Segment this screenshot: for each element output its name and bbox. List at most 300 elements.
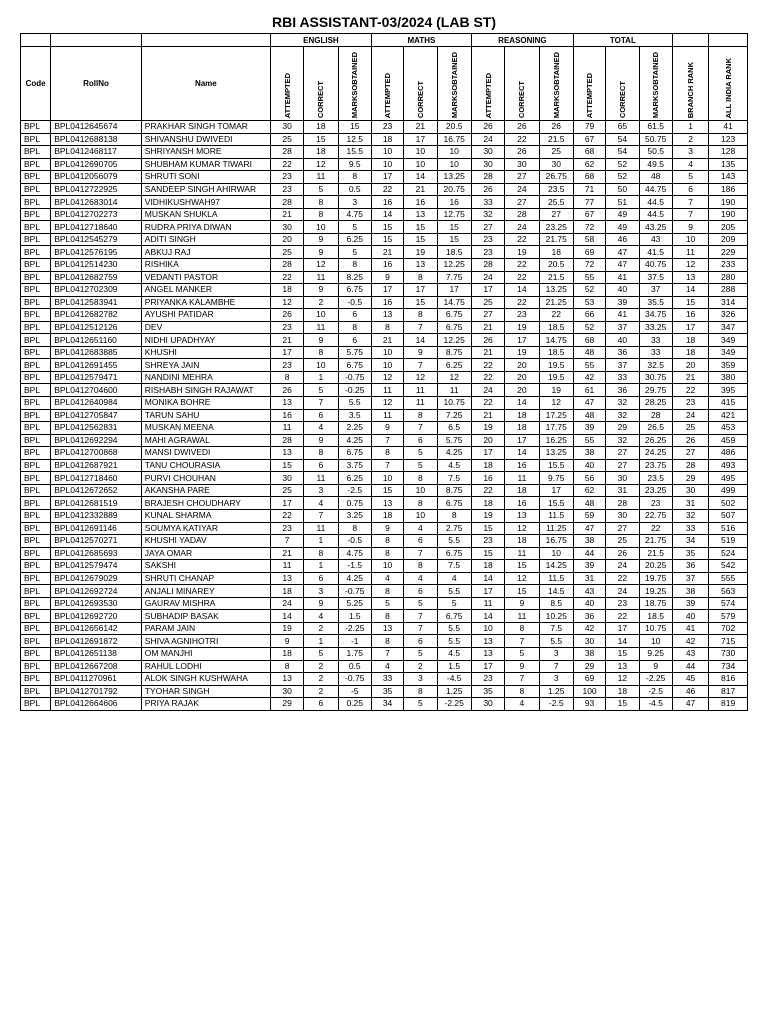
- cell-maths-correct: 13: [404, 208, 437, 221]
- cell-reasoning-marks: 8.5: [539, 597, 573, 610]
- cell-code: BPL: [21, 484, 51, 497]
- table-row: [21, 359, 748, 372]
- cell-name: VIDHIKUSHWAH97: [141, 196, 270, 209]
- cell-all-india-rank: 542: [709, 560, 748, 573]
- cell-reasoning-correct: 8: [505, 685, 539, 698]
- cell-english-attempted: 13: [270, 397, 303, 410]
- cell-code: BPL: [21, 384, 51, 397]
- cell-rollno: BPL0412682782: [51, 309, 142, 322]
- cell-total-correct: 32: [606, 434, 639, 447]
- cell-reasoning-correct: 16: [505, 497, 539, 510]
- cell-reasoning-attempted: 22: [471, 397, 504, 410]
- header-rollno: RollNo: [51, 47, 142, 121]
- cell-all-india-rank: 563: [709, 585, 748, 598]
- cell-all-india-rank: 359: [709, 359, 748, 372]
- cell-maths-correct: 11: [404, 384, 437, 397]
- cell-all-india-rank: 233: [709, 259, 748, 272]
- cell-english-marks: 6.75: [338, 359, 371, 372]
- cell-total-attempted: 39: [573, 560, 605, 573]
- cell-reasoning-attempted: 22: [471, 484, 504, 497]
- cell-total-attempted: 30: [573, 635, 605, 648]
- cell-reasoning-attempted: 17: [471, 284, 504, 297]
- table-row: [21, 484, 748, 497]
- cell-reasoning-attempted: 22: [471, 371, 504, 384]
- cell-total-marks: 20.25: [639, 560, 672, 573]
- cell-rollno: BPL0412691146: [51, 522, 142, 535]
- cell-english-correct: 7: [304, 397, 338, 410]
- cell-reasoning-correct: 15: [505, 560, 539, 573]
- cell-all-india-rank: 135: [709, 158, 748, 171]
- cell-name: RISHIKA: [141, 259, 270, 272]
- cell-english-attempted: 23: [270, 522, 303, 535]
- cell-name: ABKUJ RAJ: [141, 246, 270, 259]
- cell-english-correct: 6: [304, 572, 338, 585]
- cell-reasoning-correct: 22: [505, 259, 539, 272]
- cell-reasoning-attempted: 23: [471, 233, 504, 246]
- cell-reasoning-correct: 5: [505, 647, 539, 660]
- cell-all-india-rank: 502: [709, 497, 748, 510]
- cell-total-attempted: 67: [573, 133, 605, 146]
- cell-rollno: BPL0412692294: [51, 434, 142, 447]
- cell-maths-marks: 6.75: [437, 610, 471, 623]
- cell-total-marks: 37: [639, 284, 672, 297]
- cell-all-india-rank: 459: [709, 434, 748, 447]
- cell-english-marks: -0.75: [338, 371, 371, 384]
- cell-maths-attempted: 15: [371, 221, 403, 234]
- cell-english-correct: 5: [304, 183, 338, 196]
- cell-total-marks: 26.5: [639, 422, 672, 435]
- cell-english-correct: 18: [304, 146, 338, 159]
- cell-maths-attempted: 11: [371, 409, 403, 422]
- cell-rollno: BPL0412512126: [51, 321, 142, 334]
- table-row: [21, 146, 748, 159]
- cell-total-marks: 21.5: [639, 547, 672, 560]
- cell-maths-marks: 18.5: [437, 246, 471, 259]
- cell-reasoning-attempted: 26: [471, 334, 504, 347]
- cell-reasoning-marks: 3: [539, 647, 573, 660]
- cell-total-correct: 23: [606, 597, 639, 610]
- cell-name: MUSKAN MEENA: [141, 422, 270, 435]
- cell-maths-marks: 10.75: [437, 397, 471, 410]
- cell-code: BPL: [21, 221, 51, 234]
- cell-all-india-rank: 349: [709, 346, 748, 359]
- cell-rollno: BPL0412718640: [51, 221, 142, 234]
- cell-maths-correct: 5: [404, 447, 437, 460]
- cell-reasoning-correct: 19: [505, 346, 539, 359]
- cell-reasoning-correct: 20: [505, 359, 539, 372]
- cell-english-marks: 9.5: [338, 158, 371, 171]
- cell-maths-marks: 5.75: [437, 434, 471, 447]
- cell-total-marks: 44.5: [639, 196, 672, 209]
- cell-code: BPL: [21, 660, 51, 673]
- cell-branch-rank: 47: [672, 698, 708, 711]
- table-row: [21, 673, 748, 686]
- cell-name: ADITI SINGH: [141, 233, 270, 246]
- cell-total-attempted: 48: [573, 409, 605, 422]
- cell-total-marks: 32.5: [639, 359, 672, 372]
- header-all-india-rank: ALL INDIA RANK: [709, 47, 748, 121]
- cell-code: BPL: [21, 673, 51, 686]
- table-row: [21, 685, 748, 698]
- cell-reasoning-marks: 15.5: [539, 459, 573, 472]
- cell-reasoning-attempted: 19: [471, 422, 504, 435]
- cell-reasoning-attempted: 26: [471, 183, 504, 196]
- cell-branch-rank: 14: [672, 284, 708, 297]
- cell-code: BPL: [21, 560, 51, 573]
- cell-name: SHIVANSHU DWIVEDI: [141, 133, 270, 146]
- cell-reasoning-correct: 13: [505, 509, 539, 522]
- cell-maths-marks: 4.5: [437, 459, 471, 472]
- cell-reasoning-marks: 26: [539, 121, 573, 134]
- group-empty-cell: [51, 34, 142, 47]
- cell-english-attempted: 16: [270, 409, 303, 422]
- cell-branch-rank: 39: [672, 597, 708, 610]
- cell-english-correct: 6: [304, 409, 338, 422]
- table-row: [21, 610, 748, 623]
- cell-english-marks: -0.75: [338, 585, 371, 598]
- cell-all-india-rank: 190: [709, 196, 748, 209]
- cell-reasoning-correct: 19: [505, 246, 539, 259]
- cell-maths-attempted: 8: [371, 321, 403, 334]
- cell-name: NANDINI MEHRA: [141, 371, 270, 384]
- cell-code: BPL: [21, 334, 51, 347]
- cell-total-marks: 61.5: [639, 121, 672, 134]
- cell-english-correct: 4: [304, 422, 338, 435]
- cell-reasoning-attempted: 25: [471, 296, 504, 309]
- cell-total-marks: 23.75: [639, 459, 672, 472]
- cell-maths-correct: 2: [404, 660, 437, 673]
- table-row: [21, 334, 748, 347]
- cell-maths-attempted: 4: [371, 660, 403, 673]
- table-row: [21, 497, 748, 510]
- cell-english-attempted: 29: [270, 698, 303, 711]
- cell-maths-marks: 5.5: [437, 635, 471, 648]
- cell-total-correct: 51: [606, 196, 639, 209]
- cell-reasoning-marks: 19: [539, 384, 573, 397]
- cell-maths-correct: 8: [404, 497, 437, 510]
- table-row: [21, 459, 748, 472]
- table-row: [21, 133, 748, 146]
- cell-maths-marks: 15: [437, 233, 471, 246]
- cell-reasoning-correct: 28: [505, 208, 539, 221]
- cell-total-marks: 23.25: [639, 484, 672, 497]
- cell-total-marks: 23.5: [639, 472, 672, 485]
- cell-total-correct: 24: [606, 560, 639, 573]
- cell-english-correct: 1: [304, 535, 338, 548]
- cell-reasoning-correct: 18: [505, 535, 539, 548]
- cell-total-correct: 47: [606, 246, 639, 259]
- cell-reasoning-attempted: 21: [471, 321, 504, 334]
- table-body: [21, 121, 748, 711]
- cell-branch-rank: 42: [672, 635, 708, 648]
- cell-english-attempted: 22: [270, 158, 303, 171]
- cell-maths-attempted: 13: [371, 622, 403, 635]
- cell-code: BPL: [21, 685, 51, 698]
- cell-maths-correct: 12: [404, 371, 437, 384]
- cell-reasoning-correct: 26: [505, 121, 539, 134]
- cell-english-attempted: 12: [270, 296, 303, 309]
- cell-reasoning-marks: 11.25: [539, 522, 573, 535]
- cell-name: KHUSHI: [141, 346, 270, 359]
- cell-all-india-rank: 702: [709, 622, 748, 635]
- cell-all-india-rank: 574: [709, 597, 748, 610]
- cell-maths-attempted: 10: [371, 560, 403, 573]
- cell-reasoning-attempted: 24: [471, 271, 504, 284]
- cell-branch-rank: 7: [672, 208, 708, 221]
- cell-maths-marks: 12.25: [437, 334, 471, 347]
- cell-reasoning-attempted: 23: [471, 535, 504, 548]
- cell-branch-rank: 29: [672, 472, 708, 485]
- cell-english-correct: 6: [304, 459, 338, 472]
- table-row: [21, 284, 748, 297]
- cell-rollno: BPL0412687921: [51, 459, 142, 472]
- cell-branch-rank: 7: [672, 196, 708, 209]
- cell-branch-rank: 1: [672, 121, 708, 134]
- cell-branch-rank: 45: [672, 673, 708, 686]
- cell-reasoning-correct: 14: [505, 397, 539, 410]
- table-row: [21, 434, 748, 447]
- cell-english-correct: 2: [304, 673, 338, 686]
- cell-reasoning-attempted: 27: [471, 309, 504, 322]
- cell-name: KUNAL SHARMA: [141, 509, 270, 522]
- cell-maths-marks: 7.5: [437, 472, 471, 485]
- cell-reasoning-correct: 11: [505, 610, 539, 623]
- header-english-correct: CORRECT: [304, 47, 338, 121]
- cell-total-attempted: 93: [573, 698, 605, 711]
- cell-name: SHRIYANSH MORE: [141, 146, 270, 159]
- cell-all-india-rank: 186: [709, 183, 748, 196]
- cell-total-marks: 35.5: [639, 296, 672, 309]
- cell-maths-correct: 10: [404, 146, 437, 159]
- header-reasoning-correct: CORRECT: [505, 47, 539, 121]
- cell-branch-rank: 12: [672, 259, 708, 272]
- cell-rollno: BPL0412682759: [51, 271, 142, 284]
- cell-english-correct: 1: [304, 635, 338, 648]
- cell-total-attempted: 62: [573, 484, 605, 497]
- cell-english-marks: 3.75: [338, 459, 371, 472]
- cell-english-correct: 8: [304, 346, 338, 359]
- cell-total-correct: 25: [606, 535, 639, 548]
- cell-english-attempted: 9: [270, 635, 303, 648]
- cell-total-attempted: 68: [573, 146, 605, 159]
- cell-maths-marks: 6.75: [437, 547, 471, 560]
- cell-reasoning-attempted: 21: [471, 346, 504, 359]
- cell-reasoning-attempted: 13: [471, 635, 504, 648]
- cell-total-attempted: 40: [573, 597, 605, 610]
- group-empty-cell: [672, 34, 708, 47]
- cell-english-marks: 6.75: [338, 447, 371, 460]
- cell-all-india-rank: 41: [709, 121, 748, 134]
- cell-maths-correct: 17: [404, 284, 437, 297]
- cell-maths-correct: 16: [404, 196, 437, 209]
- cell-english-attempted: 23: [270, 171, 303, 184]
- table-row: [21, 535, 748, 548]
- cell-english-marks: 4.75: [338, 208, 371, 221]
- cell-english-correct: 3: [304, 585, 338, 598]
- cell-all-india-rank: 347: [709, 321, 748, 334]
- cell-total-marks: 18.5: [639, 610, 672, 623]
- cell-total-correct: 14: [606, 635, 639, 648]
- cell-english-marks: -0.5: [338, 296, 371, 309]
- cell-branch-rank: 44: [672, 660, 708, 673]
- cell-total-attempted: 56: [573, 472, 605, 485]
- cell-english-marks: 2.25: [338, 422, 371, 435]
- cell-all-india-rank: 493: [709, 459, 748, 472]
- cell-reasoning-attempted: 14: [471, 572, 504, 585]
- cell-reasoning-attempted: 11: [471, 597, 504, 610]
- cell-reasoning-correct: 17: [505, 334, 539, 347]
- cell-reasoning-attempted: 32: [471, 208, 504, 221]
- cell-all-india-rank: 715: [709, 635, 748, 648]
- cell-english-marks: -0.25: [338, 384, 371, 397]
- cell-total-correct: 32: [606, 409, 639, 422]
- cell-reasoning-marks: 19.5: [539, 371, 573, 384]
- cell-reasoning-correct: 4: [505, 698, 539, 711]
- cell-reasoning-attempted: 20: [471, 434, 504, 447]
- header-maths-attempted: ATTEMPTED: [371, 47, 403, 121]
- cell-branch-rank: 6: [672, 183, 708, 196]
- cell-english-attempted: 21: [270, 334, 303, 347]
- cell-code: BPL: [21, 522, 51, 535]
- cell-name: RAHUL LODHI: [141, 660, 270, 673]
- cell-total-correct: 49: [606, 221, 639, 234]
- cell-code: BPL: [21, 171, 51, 184]
- cell-total-correct: 52: [606, 171, 639, 184]
- table-row: [21, 196, 748, 209]
- cell-reasoning-marks: 23.5: [539, 183, 573, 196]
- cell-reasoning-correct: 24: [505, 183, 539, 196]
- cell-reasoning-correct: 30: [505, 158, 539, 171]
- cell-name: GAURAV MISHRA: [141, 597, 270, 610]
- cell-all-india-rank: 453: [709, 422, 748, 435]
- cell-total-correct: 47: [606, 259, 639, 272]
- cell-branch-rank: 31: [672, 497, 708, 510]
- cell-total-correct: 54: [606, 133, 639, 146]
- table-row: [21, 560, 748, 573]
- group-english: ENGLISH: [270, 34, 371, 47]
- cell-all-india-rank: 555: [709, 572, 748, 585]
- cell-maths-marks: 11: [437, 384, 471, 397]
- cell-rollno: BPL0412514230: [51, 259, 142, 272]
- cell-rollno: BPL0412664606: [51, 698, 142, 711]
- cell-all-india-rank: 380: [709, 371, 748, 384]
- cell-reasoning-marks: 20.5: [539, 259, 573, 272]
- cell-branch-rank: 3: [672, 146, 708, 159]
- cell-english-attempted: 14: [270, 610, 303, 623]
- cell-total-attempted: 43: [573, 585, 605, 598]
- cell-rollno: BPL0412704600: [51, 384, 142, 397]
- cell-name: TANU CHOURASIA: [141, 459, 270, 472]
- cell-rollno: BPL0412640984: [51, 397, 142, 410]
- cell-maths-correct: 5: [404, 597, 437, 610]
- cell-maths-marks: 20.5: [437, 121, 471, 134]
- cell-reasoning-marks: 12: [539, 397, 573, 410]
- cell-all-india-rank: 486: [709, 447, 748, 460]
- cell-reasoning-correct: 8: [505, 622, 539, 635]
- cell-total-correct: 15: [606, 698, 639, 711]
- cell-reasoning-marks: 27: [539, 208, 573, 221]
- cell-total-attempted: 68: [573, 334, 605, 347]
- cell-rollno: BPL0412562831: [51, 422, 142, 435]
- cell-english-marks: 15.5: [338, 146, 371, 159]
- table-header: [21, 34, 748, 121]
- cell-maths-correct: 5: [404, 647, 437, 660]
- cell-total-attempted: 38: [573, 647, 605, 660]
- cell-code: BPL: [21, 535, 51, 548]
- cell-rollno: BPL0412576195: [51, 246, 142, 259]
- cell-english-correct: 8: [304, 447, 338, 460]
- cell-maths-correct: 19: [404, 246, 437, 259]
- cell-name: AYUSHI PATIDAR: [141, 309, 270, 322]
- cell-reasoning-marks: 11.5: [539, 572, 573, 585]
- cell-maths-marks: 1.5: [437, 660, 471, 673]
- cell-name: TARUN SAHU: [141, 409, 270, 422]
- cell-branch-rank: 10: [672, 233, 708, 246]
- cell-rollno: BPL0412693530: [51, 597, 142, 610]
- cell-code: BPL: [21, 371, 51, 384]
- header-total-correct: CORRECT: [606, 47, 639, 121]
- cell-rollno: BPL0412545279: [51, 233, 142, 246]
- cell-reasoning-marks: 15.5: [539, 497, 573, 510]
- cell-english-attempted: 11: [270, 560, 303, 573]
- table-row: [21, 422, 748, 435]
- cell-total-correct: 28: [606, 497, 639, 510]
- cell-total-marks: 19.25: [639, 585, 672, 598]
- cell-reasoning-attempted: 28: [471, 259, 504, 272]
- cell-name: TYOHAR SINGH: [141, 685, 270, 698]
- cell-reasoning-marks: 19.5: [539, 359, 573, 372]
- cell-code: BPL: [21, 121, 51, 134]
- cell-english-marks: 3.5: [338, 409, 371, 422]
- cell-rollno: BPL0412688138: [51, 133, 142, 146]
- cell-name: RUDRA PRIYA DIWAN: [141, 221, 270, 234]
- cell-rollno: BPL0412579474: [51, 560, 142, 573]
- cell-total-correct: 29: [606, 422, 639, 435]
- cell-code: BPL: [21, 698, 51, 711]
- cell-branch-rank: 18: [672, 346, 708, 359]
- cell-english-correct: 9: [304, 597, 338, 610]
- cell-english-marks: -5: [338, 685, 371, 698]
- table-row: [21, 597, 748, 610]
- group-empty-cell: [709, 34, 748, 47]
- cell-maths-attempted: 5: [371, 597, 403, 610]
- cell-all-india-rank: 516: [709, 522, 748, 535]
- cell-total-correct: 12: [606, 673, 639, 686]
- cell-maths-marks: 16: [437, 196, 471, 209]
- cell-english-marks: 6.75: [338, 284, 371, 297]
- cell-code: BPL: [21, 183, 51, 196]
- cell-maths-correct: 7: [404, 321, 437, 334]
- cell-english-correct: 12: [304, 259, 338, 272]
- cell-maths-attempted: 13: [371, 309, 403, 322]
- header-total-attempted: ATTEMPTED: [573, 47, 605, 121]
- cell-maths-marks: 6.5: [437, 422, 471, 435]
- cell-maths-attempted: 35: [371, 685, 403, 698]
- cell-name: PRAKHAR SINGH TOMAR: [141, 121, 270, 134]
- cell-reasoning-marks: 7: [539, 660, 573, 673]
- cell-reasoning-marks: 16.75: [539, 535, 573, 548]
- cell-maths-attempted: 15: [371, 484, 403, 497]
- cell-reasoning-marks: 5.5: [539, 635, 573, 648]
- table-row: [21, 397, 748, 410]
- cell-english-marks: 6: [338, 309, 371, 322]
- table-row: [21, 472, 748, 485]
- cell-total-correct: 39: [606, 296, 639, 309]
- cell-rollno: BPL0412579471: [51, 371, 142, 384]
- cell-total-correct: 49: [606, 208, 639, 221]
- cell-total-correct: 15: [606, 647, 639, 660]
- cell-reasoning-attempted: 15: [471, 522, 504, 535]
